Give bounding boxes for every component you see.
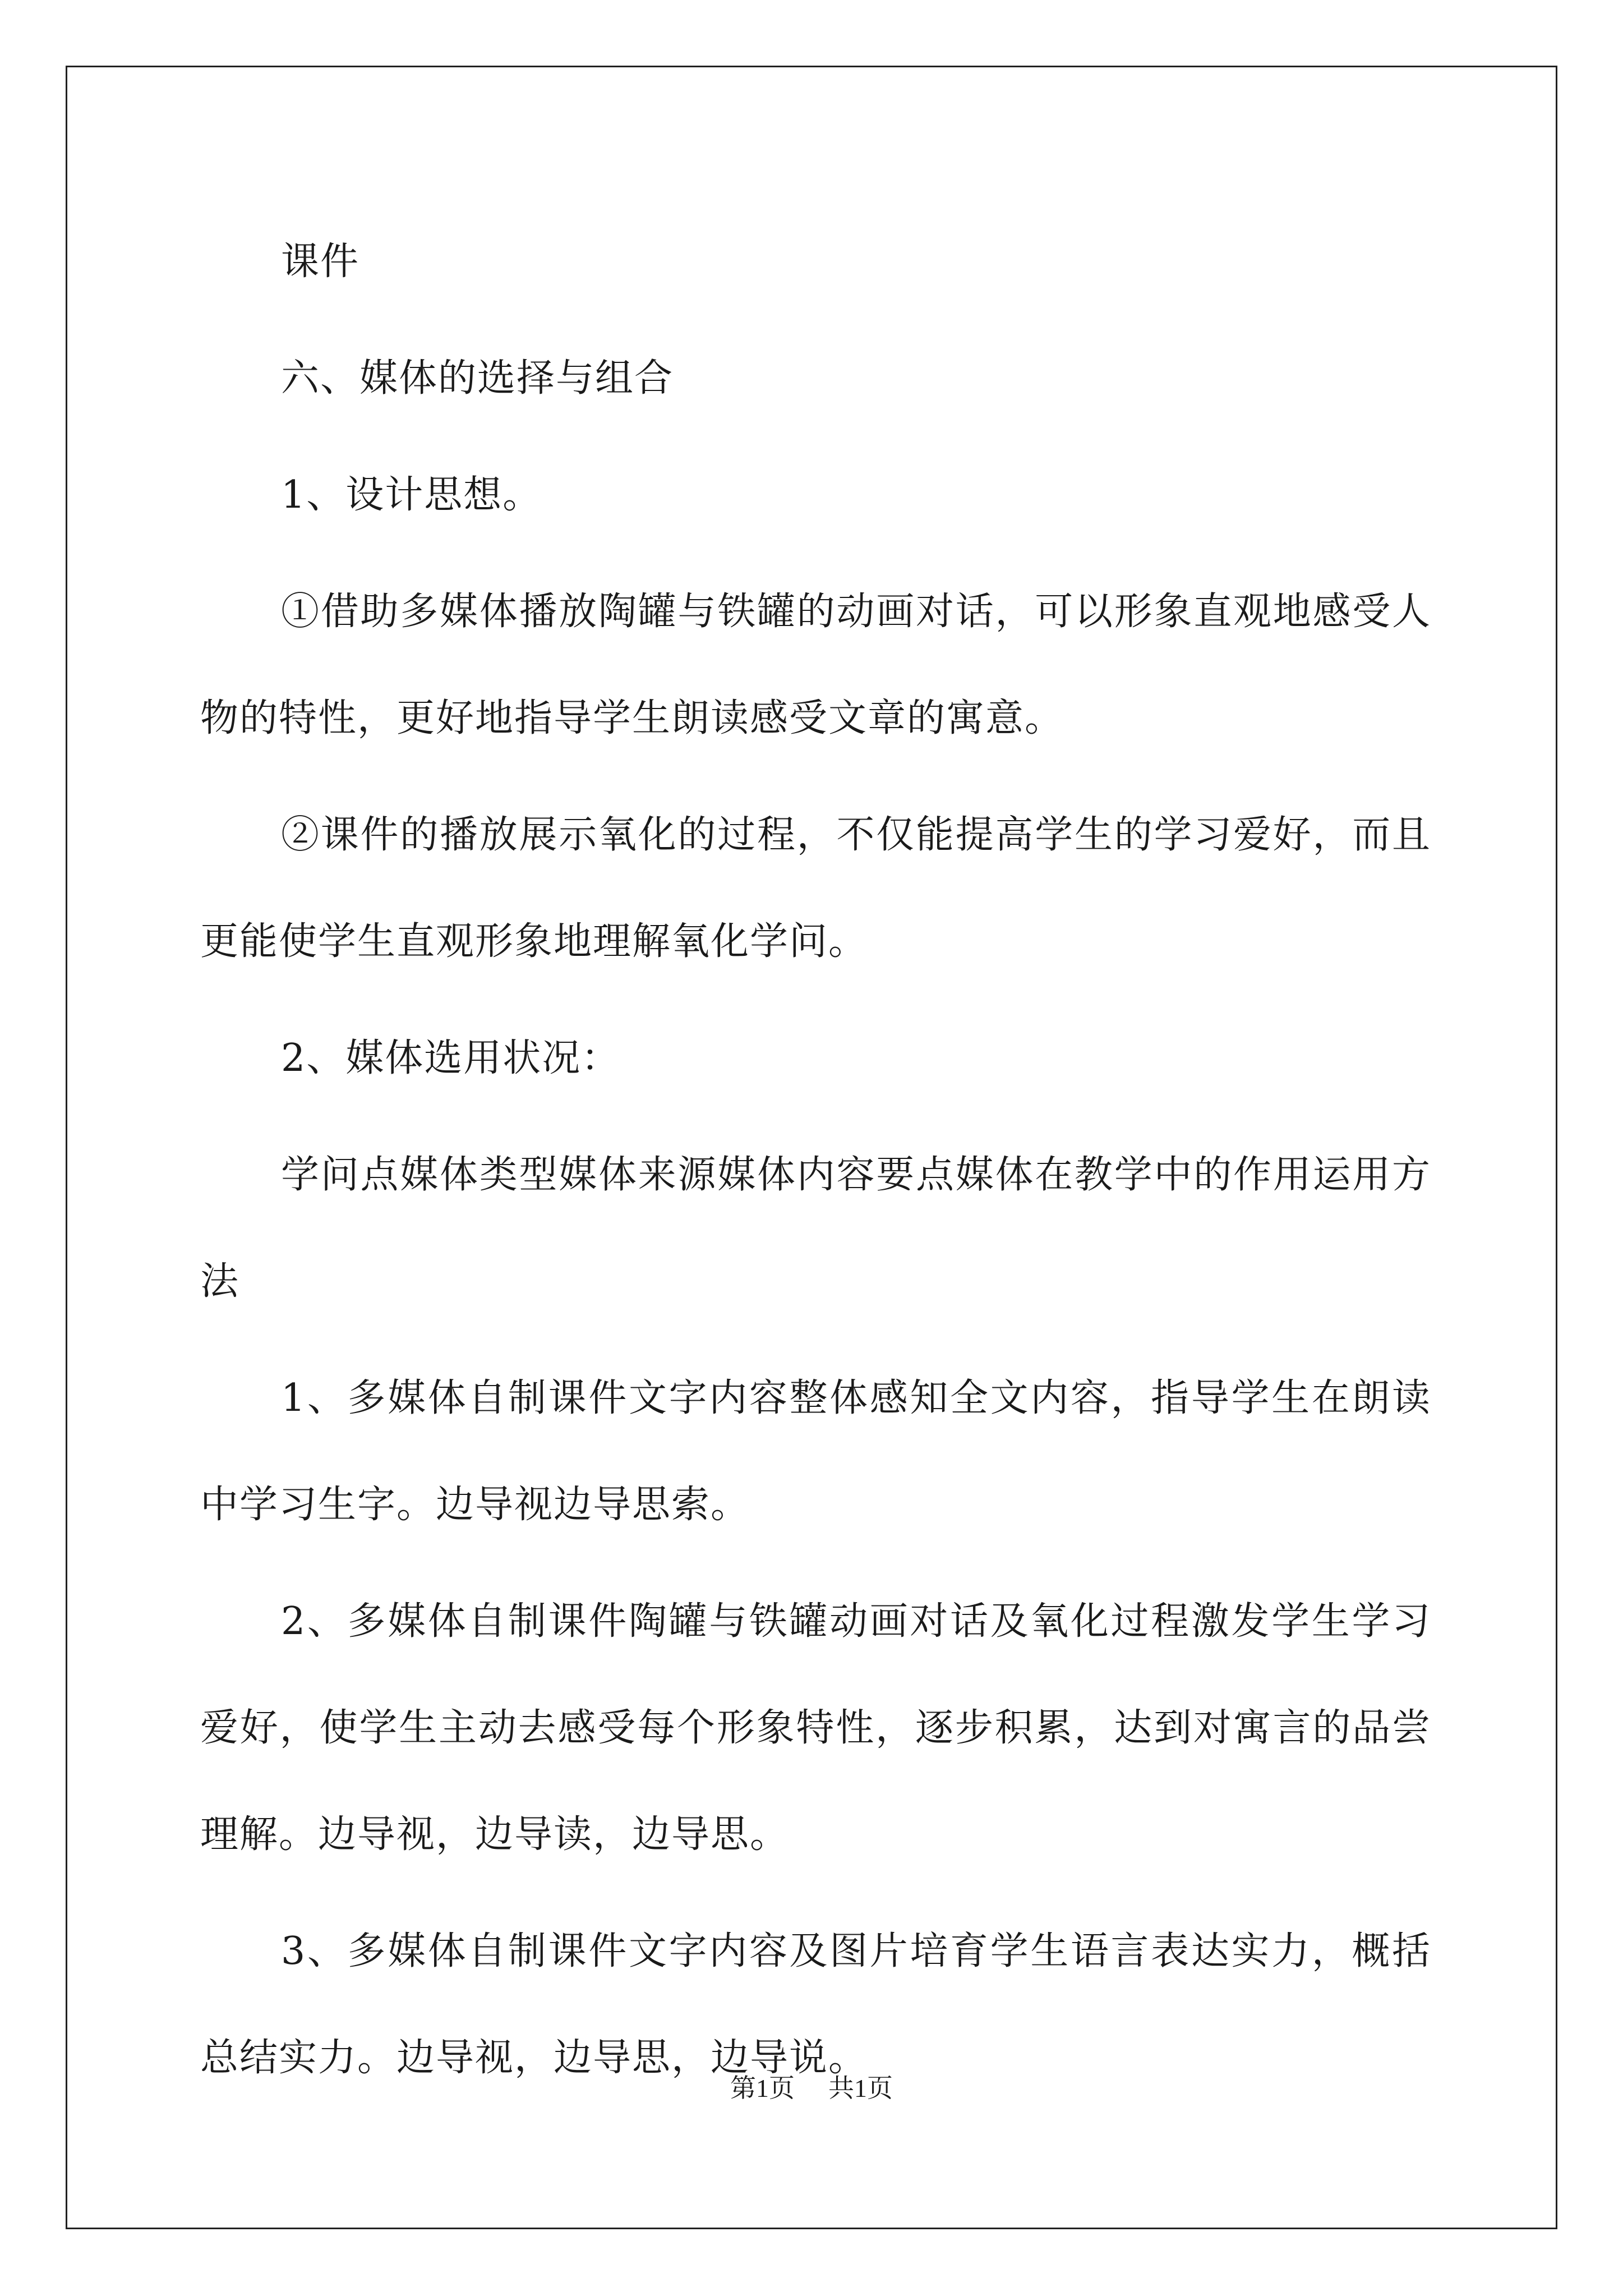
page-footer: [0, 2072, 1623, 2105]
document-body: [200, 209, 1431, 2122]
paragraph: 学问点媒体类型媒体来源媒体内容要点媒体在教学中的作用运用方法: [200, 1153, 1431, 1304]
subsection-heading: 2、媒体选用状况：: [281, 1036, 621, 1080]
paragraph: ②课件的播放展示氧化的过程，不仅能提高学生的学习爱好，而且更能使学生直观形象地理解氧化学问。: [200, 813, 1431, 964]
page-count: 共1页: [828, 2074, 893, 2102]
paragraph: 3、多媒体自制课件文字内容及图片培育学生语言表达实力，概括总结实力。边导视，边导思，边导说。: [200, 1929, 1431, 2080]
subsection-heading: 1、设计思想。: [281, 473, 542, 517]
paragraph: 课件: [281, 240, 360, 284]
page-number: 第1页: [730, 2074, 795, 2102]
paragraph: ①借助多媒体播放陶罐与铁罐的动画对话，可以形象直观地感受人物的特性，更好地指导学生朗读感受文章的寓意。: [200, 590, 1431, 740]
section-heading: 六、媒体的选择与组合: [281, 356, 674, 401]
paragraph: 1、多媒体自制课件文字内容整体感知全文内容，指导学生在朗读中学习生字。边导视边导思索。: [200, 1376, 1431, 1527]
paragraph: 2、多媒体自制课件陶罐与铁罐动画对话及氧化过程激发学生学习爱好，使学生主动去感受每个形象特性，逐步积累，达到对寓言的品尝理解。边导视，边导读，边导思。: [200, 1599, 1431, 1857]
